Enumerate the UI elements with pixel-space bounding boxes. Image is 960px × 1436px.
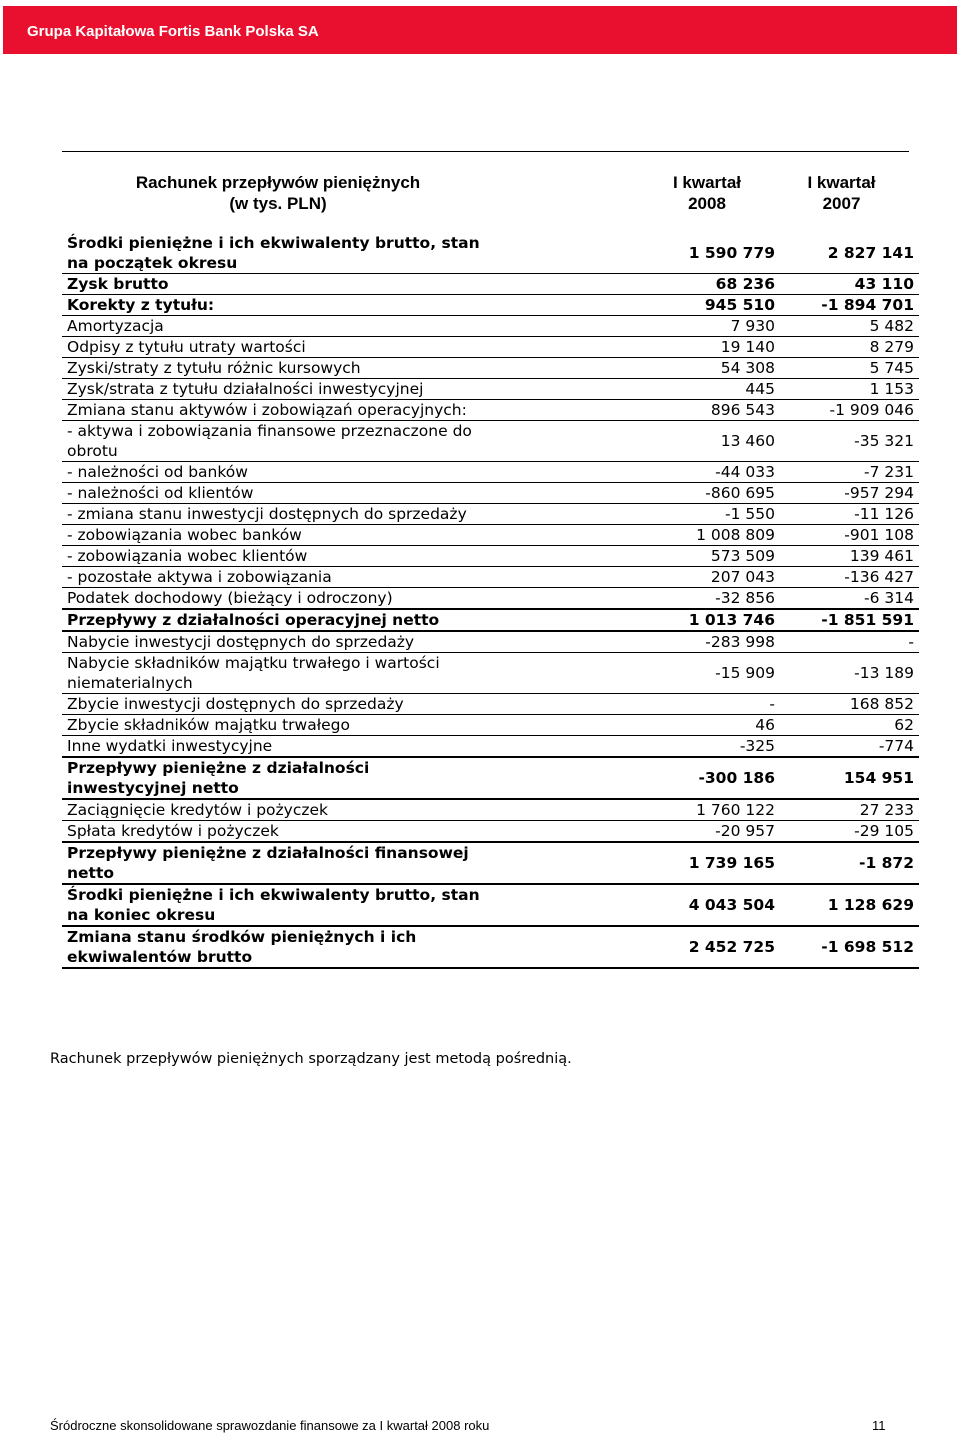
row-value-2008: 4 043 504 [641, 884, 781, 926]
row-value-2008: -15 909 [641, 653, 781, 694]
table-row [62, 609, 919, 631]
row-spacer [491, 546, 641, 567]
row-spacer [491, 588, 641, 610]
row-spacer [491, 483, 641, 504]
row-label: Zbycie składników majątku trwałego [62, 715, 491, 736]
row-value-2007: -957 294 [781, 483, 919, 504]
row-value-2008: 68 236 [641, 274, 781, 295]
row-label: Zaciągnięcie kredytów i pożyczek [62, 799, 491, 821]
row-spacer [491, 799, 641, 821]
column-header-2008-line1: I kwartał [672, 173, 742, 192]
row-value-2007: -1 698 512 [781, 926, 919, 968]
table-row [62, 525, 919, 546]
row-value-2007: 27 233 [781, 799, 919, 821]
row-value-2008: 573 509 [641, 546, 781, 567]
row-spacer [491, 757, 641, 799]
row-value-2008: - [641, 694, 781, 715]
row-label: Środki pieniężne i ich ekwiwalenty brutto, stan na koniec okresu [62, 884, 491, 926]
row-spacer [491, 821, 641, 843]
row-value-2008: 1 760 122 [641, 799, 781, 821]
row-value-2007: -1 894 701 [781, 295, 919, 316]
table-title [66, 172, 490, 214]
table-row [62, 462, 919, 483]
table-row [62, 757, 919, 799]
row-spacer [491, 694, 641, 715]
row-value-2008: 1 590 779 [641, 233, 781, 274]
table-row [62, 421, 919, 462]
row-value-2007: -11 126 [781, 504, 919, 525]
row-label: Zmiana stanu aktywów i zobowiązań operacyjnych: [62, 400, 491, 421]
row-label: - zobowiązania wobec klientów [62, 546, 491, 567]
row-label: Nabycie inwestycji dostępnych do sprzedaży [62, 631, 491, 653]
row-label: Korekty z tytułu: [62, 295, 491, 316]
table-row [62, 588, 919, 610]
row-value-2007: 2 827 141 [781, 233, 919, 274]
row-spacer [491, 631, 641, 653]
table-row [62, 694, 919, 715]
row-value-2007: 1 153 [781, 379, 919, 400]
table-row [62, 379, 919, 400]
row-label: Zysk/strata z tytułu działalności inwestycyjnej [62, 379, 491, 400]
table-row [62, 483, 919, 504]
row-value-2008: 207 043 [641, 567, 781, 588]
table-row [62, 799, 919, 821]
row-label: Nabycie składników majątku trwałego i wartości niematerialnych [62, 653, 491, 694]
row-label: Przepływy z działalności operacyjnej netto [62, 609, 491, 631]
row-value-2008: 54 308 [641, 358, 781, 379]
row-value-2008: -44 033 [641, 462, 781, 483]
row-value-2007: -774 [781, 736, 919, 758]
row-value-2007: -136 427 [781, 567, 919, 588]
table-row [62, 715, 919, 736]
row-value-2007: -7 231 [781, 462, 919, 483]
row-value-2007: -1 851 591 [781, 609, 919, 631]
row-label: Zbycie inwestycji dostępnych do sprzedaży [62, 694, 491, 715]
footer-text: Śródroczne skonsolidowane sprawozdanie finansowe za I kwartał 2008 roku [50, 1418, 490, 1433]
row-value-2008: 13 460 [641, 421, 781, 462]
table-row [62, 884, 919, 926]
row-value-2008: 1 008 809 [641, 525, 781, 546]
row-value-2008: -20 957 [641, 821, 781, 843]
page-number: 11 [872, 1418, 886, 1433]
row-value-2008: 2 452 725 [641, 926, 781, 968]
row-spacer [491, 736, 641, 758]
row-label: - pozostałe aktywa i zobowiązania [62, 567, 491, 588]
table-row [62, 358, 919, 379]
row-value-2007: 139 461 [781, 546, 919, 567]
row-value-2007: 5 482 [781, 316, 919, 337]
row-label: Środki pieniężne i ich ekwiwalenty brutto, stan na początek okresu [62, 233, 491, 274]
row-label: - zmiana stanu inwestycji dostępnych do sprzedaży [62, 504, 491, 525]
row-value-2007: 5 745 [781, 358, 919, 379]
row-value-2008: -300 186 [641, 757, 781, 799]
row-label: Odpisy z tytułu utraty wartości [62, 337, 491, 358]
row-value-2007: 1 128 629 [781, 884, 919, 926]
row-value-2008: -325 [641, 736, 781, 758]
row-spacer [491, 926, 641, 968]
row-value-2007: 168 852 [781, 694, 919, 715]
table-row [62, 546, 919, 567]
row-value-2007: -13 189 [781, 653, 919, 694]
table-row [62, 274, 919, 295]
row-value-2008: -1 550 [641, 504, 781, 525]
table-row [62, 653, 919, 694]
row-label: Zmiana stanu środków pieniężnych i ich ekwiwalentów brutto [62, 926, 491, 968]
row-value-2008: 46 [641, 715, 781, 736]
row-spacer [491, 525, 641, 546]
row-spacer [491, 609, 641, 631]
row-spacer [491, 274, 641, 295]
row-value-2008: 1 739 165 [641, 842, 781, 884]
row-value-2007: -901 108 [781, 525, 919, 546]
row-spacer [491, 715, 641, 736]
table-row [62, 567, 919, 588]
row-value-2007: -35 321 [781, 421, 919, 462]
table-row [62, 504, 919, 525]
row-value-2008: 945 510 [641, 295, 781, 316]
row-value-2008: 7 930 [641, 316, 781, 337]
cash-flow-table [62, 233, 919, 969]
row-spacer [491, 567, 641, 588]
row-value-2007: 8 279 [781, 337, 919, 358]
table-row [62, 736, 919, 758]
table-row [62, 631, 919, 653]
row-value-2007: -1 872 [781, 842, 919, 884]
row-label: - aktywa i zobowiązania finansowe przeznaczone do obrotu [62, 421, 491, 462]
column-header-2007-line1: I kwartał [807, 173, 876, 192]
header-banner [3, 6, 957, 54]
row-spacer [491, 653, 641, 694]
row-value-2007: -29 105 [781, 821, 919, 843]
row-value-2008: 445 [641, 379, 781, 400]
row-label: Podatek dochodowy (bieżący i odroczony) [62, 588, 491, 610]
row-value-2008: -283 998 [641, 631, 781, 653]
table-row [62, 316, 919, 337]
row-label: Amortyzacja [62, 316, 491, 337]
row-spacer [491, 233, 641, 274]
row-label: - zobowiązania wobec banków [62, 525, 491, 546]
row-label: Spłata kredytów i pożyczek [62, 821, 491, 843]
table-row [62, 821, 919, 843]
row-value-2008: 19 140 [641, 337, 781, 358]
column-header-2008 [640, 172, 774, 214]
row-value-2007: 62 [781, 715, 919, 736]
row-value-2007: -6 314 [781, 588, 919, 610]
cash-flow-table-body [62, 233, 919, 968]
table-top-rule [62, 151, 909, 152]
row-label: - należności od banków [62, 462, 491, 483]
table-row [62, 295, 919, 316]
row-spacer [491, 462, 641, 483]
row-spacer [491, 295, 641, 316]
row-spacer [491, 842, 641, 884]
method-note: Rachunek przepływów pieniężnych sporządzany jest metodą pośrednią. [50, 1051, 572, 1067]
row-value-2007: - [781, 631, 919, 653]
table-row [62, 400, 919, 421]
row-value-2008: -32 856 [641, 588, 781, 610]
banner-title: Grupa Kapitałowa Fortis Bank Polska SA [27, 23, 319, 40]
row-label: Inne wydatki inwestycyjne [62, 736, 491, 758]
row-value-2008: 1 013 746 [641, 609, 781, 631]
row-value-2008: -860 695 [641, 483, 781, 504]
row-label: Zysk brutto [62, 274, 491, 295]
row-label: - należności od klientów [62, 483, 491, 504]
row-spacer [491, 379, 641, 400]
row-spacer [491, 337, 641, 358]
row-spacer [491, 884, 641, 926]
row-label: Przepływy pieniężne z działalności inwestycyjnej netto [62, 757, 491, 799]
row-value-2007: 43 110 [781, 274, 919, 295]
row-value-2007: 154 951 [781, 757, 919, 799]
table-row [62, 337, 919, 358]
table-row [62, 926, 919, 968]
table-row [62, 842, 919, 884]
column-header-2007-line2: 2007 [822, 194, 861, 213]
table-title-line2: (w tys. PLN) [229, 194, 327, 213]
row-value-2008: 896 543 [641, 400, 781, 421]
row-value-2007: -1 909 046 [781, 400, 919, 421]
row-spacer [491, 316, 641, 337]
row-spacer [491, 358, 641, 379]
row-label: Przepływy pieniężne z działalności finansowej netto [62, 842, 491, 884]
column-header-2008-line2: 2008 [688, 194, 726, 213]
column-header-2007 [774, 172, 909, 214]
row-spacer [491, 504, 641, 525]
row-spacer [491, 421, 641, 462]
row-label: Zyski/straty z tytułu różnic kursowych [62, 358, 491, 379]
table-title-line1: Rachunek przepływów pieniężnych [135, 173, 421, 192]
table-row [62, 233, 919, 274]
row-spacer [491, 400, 641, 421]
